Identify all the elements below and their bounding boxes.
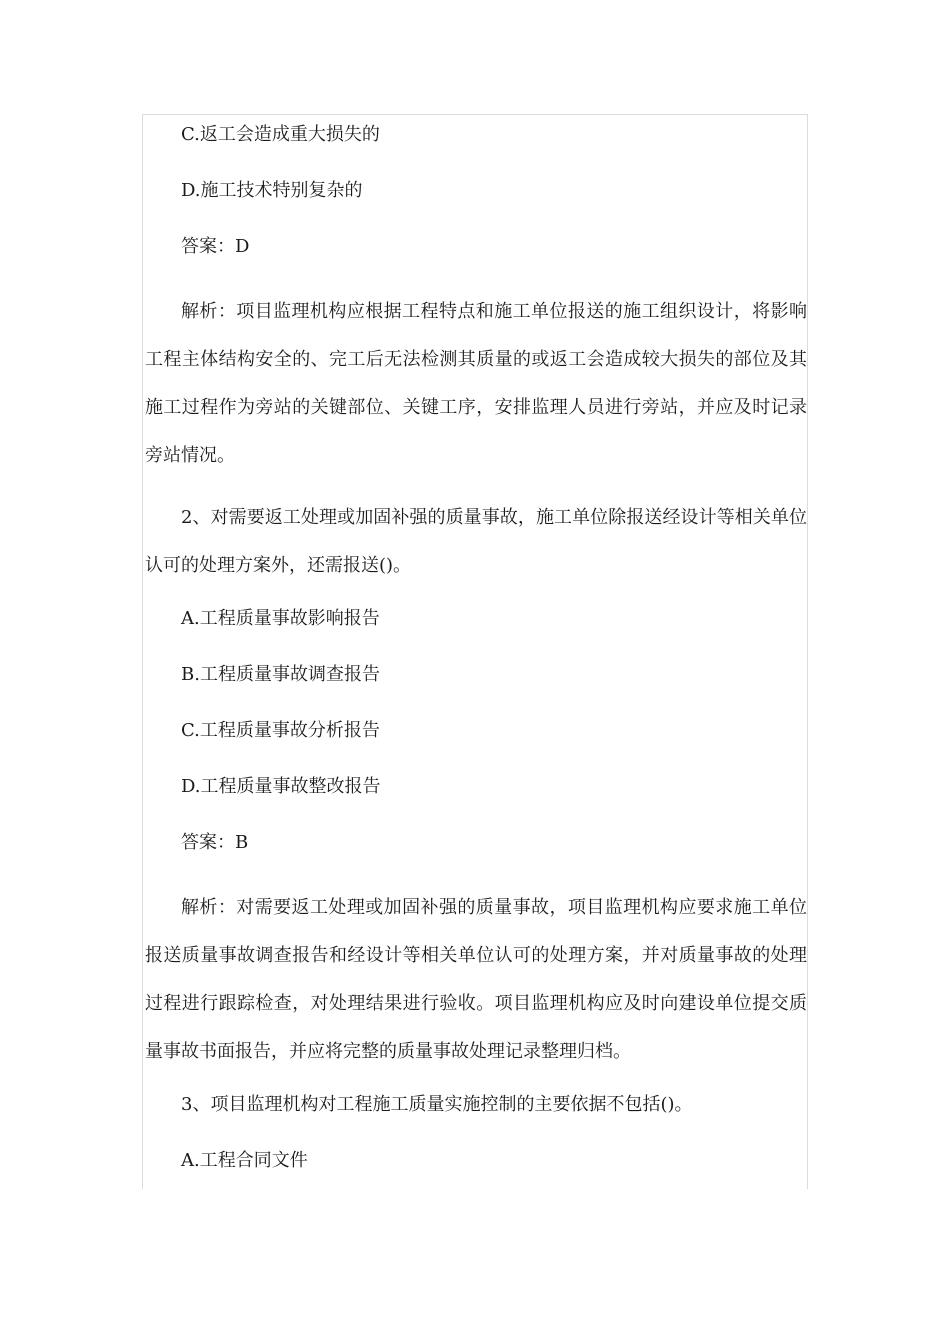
q2-option-b: B.工程质量事故调查报告 (181, 664, 380, 685)
document-body (145, 120, 807, 1202)
q2-option-a: A.工程质量事故影响报告 (181, 608, 380, 629)
q2-analysis: 解析：对需要返工处理或加固补强的质量事故，项目监理机构应要求施工单位报送质量事故调查报告和经设计等相关单位认可的处理方案，并对质量事故的处理过程进行跟踪检查，对处理结果进行验收。项目监理机构应及时向建设单位提交质量事故书面报告，并应将完整的质量事故处理记录整理归档。 (145, 897, 807, 1062)
q1-option-d: D.施工技术特别复杂的 (181, 180, 363, 201)
q2-option-c: C.工程质量事故分析报告 (181, 720, 380, 741)
q1-analysis: 解析：项目监理机构应根据工程特点和施工单位报送的施工组织设计，将影响工程主体结构安全的、完工后无法检测其质量的或返工会造成较大损失的部位及其施工过程作为旁站的关键部位、关键工序，安排监理人员进行旁站，并应及时记录旁站情况。 (145, 301, 807, 466)
q2-question: 2、对需要返工处理或加固补强的质量事故，施工单位除报送经设计等相关单位认可的处理方案外，还需报送()。 (145, 507, 807, 576)
q2-option-d: D.工程质量事故整改报告 (181, 776, 381, 797)
q1-option-c: C.返工会造成重大损失的 (181, 124, 380, 145)
q3-question: 3、项目监理机构对工程施工质量实施控制的主要依据不包括()。 (181, 1094, 693, 1115)
q3-option-a: A.工程合同文件 (181, 1150, 308, 1171)
q2-answer: 答案：B (181, 832, 249, 853)
q1-answer: 答案：D (181, 236, 250, 257)
